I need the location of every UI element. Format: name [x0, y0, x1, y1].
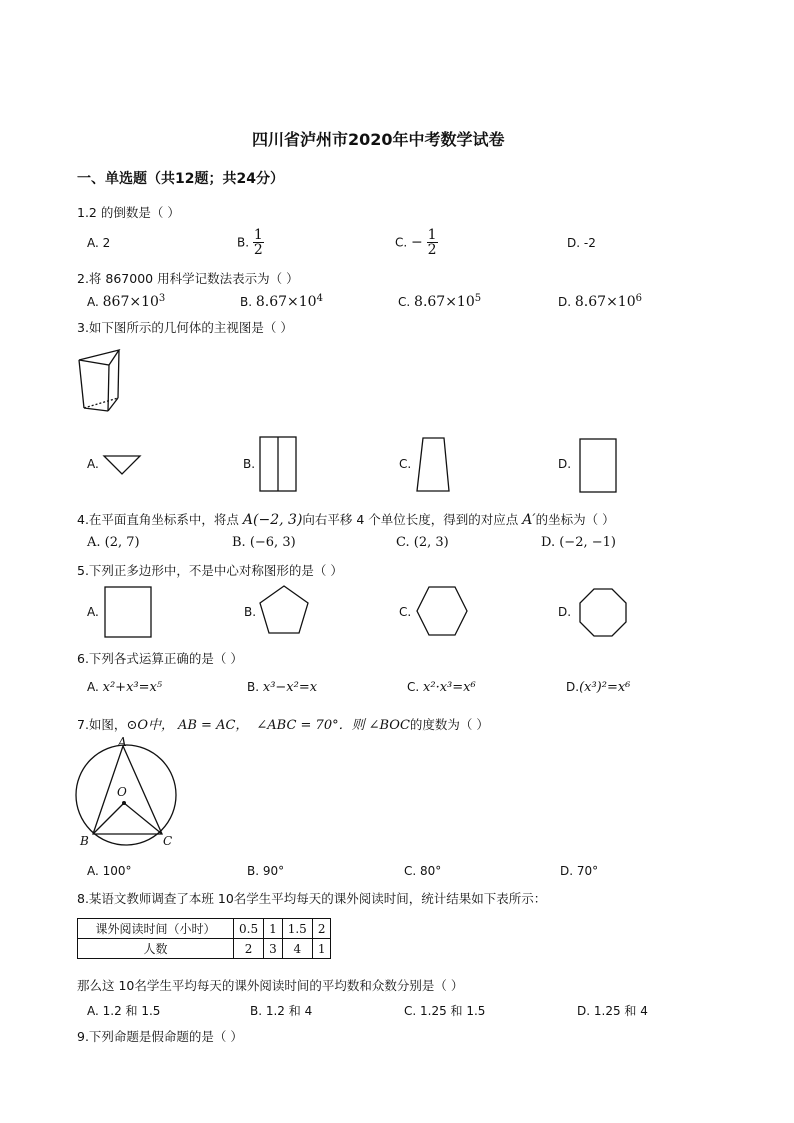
table-row: [78, 939, 331, 959]
table-cell: 3: [264, 939, 283, 959]
question-2-stem: 2.将 867000 用科学记数法表示为（ ）: [77, 271, 299, 286]
question-3-stem: 3.如下图所示的几何体的主视图是（ ）: [77, 320, 293, 335]
q8-option-a: A. 1.2 和 1.5: [87, 1004, 161, 1018]
label-a: A: [118, 735, 127, 749]
q7-option-d: D. 70°: [560, 864, 599, 878]
table-cell: 4: [282, 939, 312, 959]
table-cell: 2: [234, 939, 264, 959]
q3-option-a: A.: [87, 457, 99, 471]
q1-option-d: D. -2: [567, 236, 596, 250]
table-cell: 1.5: [282, 919, 312, 939]
q2-option-d: D. $8.67\times 10^6$: [558, 293, 642, 310]
q7-option-a: A. 100°: [87, 864, 132, 878]
q7-option-b: B. 90°: [247, 864, 285, 878]
section-heading: 一、单选题（共12题；共24分）: [77, 171, 284, 187]
table-cell: 2: [312, 919, 331, 939]
table-cell: 人数: [78, 939, 234, 959]
reading-time-table: [77, 918, 331, 959]
table-cell: 1: [312, 939, 331, 959]
q8-option-c: C. 1.25 和 1.5: [404, 1004, 486, 1018]
q4-option-b: B. (−6, 3): [232, 535, 296, 550]
q4-option-c: C. (2, 3): [396, 535, 449, 550]
q5-option-a: A.: [87, 605, 99, 619]
q8-option-d: D. 1.25 和 4: [577, 1004, 648, 1018]
table-cell: 0.5: [234, 919, 264, 939]
q3-option-c: C.: [399, 457, 412, 471]
table-cell: 课外阅读时间（小时）: [78, 919, 234, 939]
label-c: C: [163, 834, 173, 848]
q2-option-b: B. $8.67\times 10^4$: [240, 293, 323, 310]
question-8-follow: 那么这 10名学生平均每天的课外阅读时间的平均数和众数分别是（ ）: [77, 978, 464, 993]
q6-option-b: B. x³−x²=x: [247, 680, 318, 695]
question-1-stem: 1.2 的倒数是（ ）: [77, 205, 180, 220]
label-b: B: [80, 834, 89, 848]
question-8-stem: 8.某语文教师调查了本班 10名学生平均每天的课外阅读时间，统计结果如下表所示：: [77, 891, 547, 906]
q5-option-c: C.: [399, 605, 412, 619]
q3-option-d: D.: [558, 457, 572, 471]
table-row: [78, 919, 331, 939]
q5-option-d: D.: [558, 605, 572, 619]
table-cell: 1: [264, 919, 283, 939]
q1-option-a: A. 2: [87, 236, 111, 250]
q6-option-a: A. x²+x³=x⁵: [87, 680, 163, 695]
question-4-stem: 4.在平面直角坐标系中，将点 A(−2, 3)向右平移 4 个单位长度，得到的对应点 A′的坐标为（ ）: [77, 512, 615, 528]
q6-option-d: D.(x³)²=x⁶: [566, 680, 631, 695]
label-o: O: [117, 785, 127, 799]
q8-option-b: B. 1.2 和 4: [250, 1004, 313, 1018]
q3-option-b: B.: [243, 457, 256, 471]
q5-option-b: B.: [244, 605, 257, 619]
q2-option-c: C. $8.67\times 10^5$: [398, 293, 482, 310]
question-5-stem: 5.下列正多边形中，不是中心对称图形的是（ ）: [77, 563, 343, 578]
triangle-abc: [93, 746, 162, 834]
q2-option-a: A. $867\times 10^3$: [87, 293, 166, 310]
page-title: 四川省泸州市2020年中考数学试卷: [252, 130, 505, 149]
q4-option-d: D. (−2, −1): [541, 535, 616, 550]
question-7-stem: 7.如图，⊙O中， AB = AC， ∠ABC = 70°．则 ∠BOC的度数为（ ）: [77, 717, 489, 733]
q4-option-a: A. (2, 7): [87, 535, 140, 550]
q7-option-c: C. 80°: [404, 864, 442, 878]
center-point-o: [122, 801, 126, 805]
q1-c-fraction: $\frac{1}{2}$: [427, 227, 437, 258]
q6-option-c: C. x²·x³=x⁶: [407, 680, 476, 695]
question-9-stem: 9.下列命题是假命题的是（ ）: [77, 1029, 243, 1044]
q1-option-c: C. − $\frac{1}{2}$: [395, 227, 437, 258]
q1-option-b: B. $\frac{1}{2}$: [237, 227, 263, 258]
question-6-stem: 6.下列各式运算正确的是（ ）: [77, 651, 243, 666]
q1-b-fraction: $\frac{1}{2}$: [253, 227, 263, 258]
